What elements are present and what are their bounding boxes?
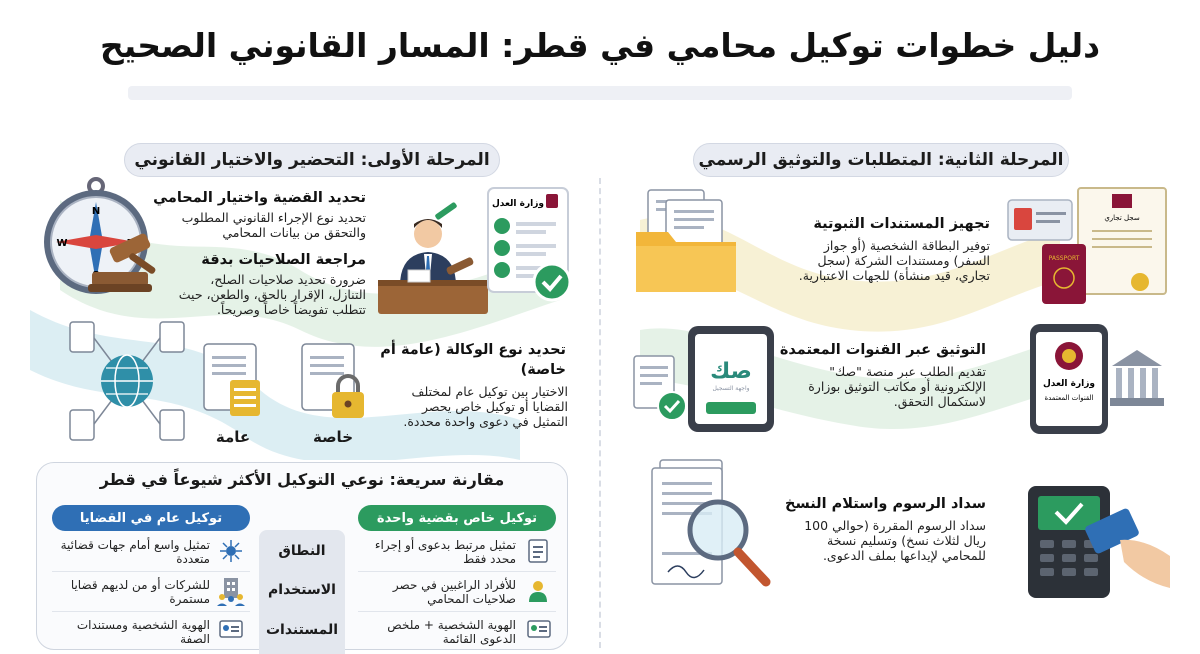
page-title: دليل خطوات توكيل محامي في قطر: المسار القانوني الصحيح	[99, 26, 1101, 65]
phase1-step3-title: تحديد نوع الوكالة (عامة أم خاصة)	[380, 342, 566, 378]
general-cell-usage: للشركات أو من لديهم قضايا مستمرة	[70, 578, 210, 606]
svg-text:N: N	[91, 206, 101, 217]
center-divider	[599, 178, 601, 648]
row-divider	[358, 611, 556, 612]
phase2-title: المرحلة الثانية: المتطلبات والتوثيق الرسمي	[693, 143, 1069, 177]
id-card-icon	[526, 618, 552, 640]
row-divider	[52, 611, 250, 612]
special-cell-documents: الهوية الشخصية + ملخص الدعوى القائمة	[387, 618, 516, 646]
ministry-tablet-label1: وزارة العدل	[1042, 379, 1096, 389]
phase2-step3-body: سداد الرسوم المقررة (حوالي 100 ريال لثلاث نسخ) وتسليم نسخة للمحامي لإيداعها بملف الدعوى.	[804, 518, 986, 563]
phase2-step1-title: تجهيز المستندات الثبوتية	[813, 216, 990, 232]
general-document-icon	[200, 340, 266, 428]
special-column-header: توكيل خاص بقضية واحدة	[358, 505, 556, 531]
ministry-label: وزارة العدل	[491, 199, 545, 209]
verified-document-icon	[630, 352, 690, 428]
special-cell-scope: تمثيل مرتبط بدعوى أو إجراء محدد فقط	[374, 538, 516, 566]
phase1-step1-title: تحديد القضية واختيار المحامي	[153, 190, 366, 206]
phase1-step2-title: مراجعة الصلاحيات بدقة	[201, 252, 366, 268]
government-building-icon	[1108, 346, 1166, 410]
comparison-title: مقارنة سريعة: نوعي التوكيل الأكثر شيوعاً في قطر	[99, 470, 505, 489]
sak-subtitle: واجهة التسجيل	[712, 385, 750, 392]
phase1-step1-body: تحديد نوع الإجراء القانوني المطلوب والتحقق من بيانات المحامي	[181, 210, 366, 240]
passport-label: PASSPORT	[1048, 255, 1080, 262]
phase2-step2-body: تقديم الطلب عبر منصة "صك" الإلكترونية أو مكاتب التوثيق بوزارة لاستكمال التحقق.	[808, 364, 986, 409]
phase2-step2-title: التوثيق عبر القنوات المعتمدة	[779, 342, 986, 358]
title-underline-band	[128, 86, 1072, 100]
network-documents-icon	[66, 318, 188, 446]
check-badge-icon	[532, 262, 572, 302]
folder-icon	[634, 186, 738, 298]
row-divider	[52, 571, 250, 572]
row-label-documents: المستندات	[265, 622, 339, 638]
phase1-step3-body: الاختيار بين توكيل عام لمختلف القضايا أو توكيل خاص يحصر التمثيل في دعوى واحدة محددة.	[403, 384, 568, 429]
pen-icon	[432, 196, 462, 226]
phase2-step1-body: توفير البطاقة الشخصية (أو جواز السفر) ومستندات الشركة (سجل تجاري، قيد منشأة) للجهات الاعتبارية.	[798, 238, 990, 283]
row-label-usage: الاستخدام	[268, 582, 336, 598]
svg-text:W: W	[56, 238, 68, 249]
phase2-step3-title: سداد الرسوم واستلام النسخ	[785, 496, 986, 512]
building-people-icon	[216, 576, 246, 606]
payment-terminal-icon	[1024, 478, 1174, 602]
id-documents-icon	[1006, 186, 1170, 310]
document-magnifier-icon	[648, 456, 780, 594]
general-doc-label: عامة	[215, 428, 251, 446]
special-document-icon	[298, 340, 374, 428]
lawyer-icon	[378, 210, 488, 320]
general-column-header: توكيل عام في القضايا	[52, 505, 250, 531]
document-icon	[526, 538, 550, 564]
network-icon	[218, 538, 244, 564]
general-cell-documents: الهوية الشخصية ومستندات الصفة	[76, 618, 210, 646]
id-card-icon	[218, 618, 244, 640]
general-cell-scope: تمثيل واسع أمام جهات قضائية متعددة	[60, 538, 210, 566]
row-label-scope: النطاق	[278, 543, 326, 559]
special-doc-label: خاصة	[312, 428, 354, 446]
special-cell-usage: للأفراد الراغبين في حصر صلاحيات المحامي	[392, 578, 516, 606]
phase1-step2-body: ضرورة تحديد صلاحيات الصلح، التنازل، الإقرار بالحق، والطعن، حيث تتطلب تفويضاً خاصاً وصريحاً.	[178, 272, 366, 317]
gavel-icon	[86, 232, 166, 298]
phase1-title: المرحلة الأولى: التحضير والاختيار القانوني	[124, 143, 500, 177]
ministry-tablet-icon	[1028, 322, 1110, 436]
ministry-tablet-label2: القنوات المعتمدة	[1044, 394, 1094, 402]
certificate-label: سجل تجاري	[1104, 214, 1140, 222]
sak-logo: صك	[710, 359, 752, 384]
person-icon	[526, 578, 550, 604]
row-divider	[358, 571, 556, 572]
sak-tablet-icon	[686, 324, 778, 436]
